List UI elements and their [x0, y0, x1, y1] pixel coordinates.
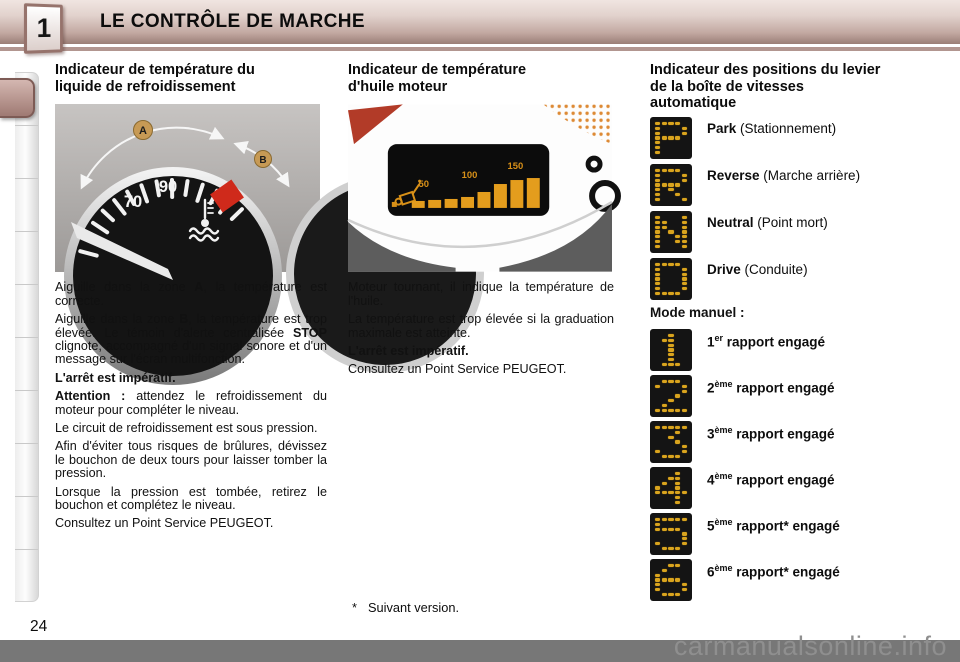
gear-text: rapport engagé [733, 473, 835, 488]
oil-section-title: Indicateur de température d'huile moteur [348, 62, 558, 95]
gear-display-icon [650, 375, 692, 417]
paragraph: Aiguille dans la zone B, la température est trop élevée. Le témoin d'alerte centralisée STOP clignote, accompagné d'un signal sonore et d'un message sur l'écran multifonction. [55, 313, 327, 367]
coolant-gauge-illustration [55, 104, 320, 272]
paragraph: Afin d'éviter tous risques de brûlures, dévissez le bouchon de deux tours pour laisser tomber la pression. [55, 440, 327, 480]
gear-number: 6 [707, 565, 715, 580]
gear-position-label [707, 168, 860, 183]
paragraph: Moteur tournant, il indique la température de l'huile. [348, 281, 614, 308]
gearbox-section [650, 62, 952, 605]
gear-number: 2 [707, 381, 715, 396]
manual-gear-label [707, 379, 835, 396]
manual-gear-label [707, 517, 840, 534]
gear-text: rapport* engagé [733, 519, 840, 534]
paragraph: Lorsque la pression est tombée, retirez le bouchon et complétez le niveau. [55, 486, 327, 513]
chapter-badge [24, 3, 63, 54]
gear-ordinal: ème [715, 517, 733, 527]
coolant-section [55, 62, 327, 536]
gear-position-label [707, 262, 808, 277]
manual-gear-label [707, 471, 835, 488]
footnote-text: Suivant version. [368, 600, 459, 615]
gear-display-icon [650, 559, 692, 601]
gear-position-desc: (Point mort) [754, 215, 828, 230]
paragraph: L'arrêt est impératif. [348, 345, 614, 358]
gear-position-row [650, 211, 952, 253]
gearbox-section-title: Indicateur des positions du levier de la boîte de vitesses automatique [650, 62, 887, 112]
manual-gear-row [650, 375, 952, 417]
footnote [352, 600, 459, 615]
gear-position-row [650, 258, 952, 300]
gear-position-label [707, 215, 828, 230]
gear-positions-list [650, 117, 952, 300]
chapter-tab-strip [15, 72, 39, 602]
gear-number: 1 [707, 335, 715, 350]
paragraph: Attention : attendez le refroidissement du moteur pour compléter le niveau. [55, 390, 327, 417]
gear-display-icon [650, 467, 692, 509]
gear-display-icon [650, 421, 692, 463]
gear-ordinal: ème [715, 379, 733, 389]
oil-section [348, 62, 614, 382]
manual-gear-row [650, 559, 952, 601]
gear-text: rapport* engagé [733, 565, 840, 580]
oil-tick-150: 150 [507, 161, 523, 172]
gear-display-icon [650, 258, 692, 300]
manual-gears-list [650, 329, 952, 601]
oil-paragraphs [348, 281, 614, 376]
gear-ordinal: ème [715, 563, 733, 573]
paragraph: Consultez un Point Service PEUGEOT. [55, 517, 327, 530]
header-rule [0, 45, 960, 54]
manual-gear-label [707, 563, 840, 580]
oil-gauge-illustration [348, 104, 612, 272]
gear-ordinal: ème [715, 471, 733, 481]
gear-number: 5 [707, 519, 715, 534]
zone-a-label: A [139, 125, 147, 137]
manual-gear-row [650, 513, 952, 555]
paragraph: Le circuit de refroidissement est sous pression. [55, 422, 327, 435]
zone-b-label: B [259, 155, 266, 166]
gear-number: 3 [707, 427, 715, 442]
coolant-section-title: Indicateur de température du liquide de refroidissement [55, 62, 287, 95]
gear-ordinal: er [715, 333, 724, 343]
chapter-number: 1 [37, 13, 52, 44]
coolant-paragraphs [55, 281, 327, 531]
active-chapter-tab [0, 78, 35, 118]
paragraph: Consultez un Point Service PEUGEOT. [348, 363, 614, 376]
gear-position-row [650, 164, 952, 206]
manual-gear-row [650, 421, 952, 463]
gauge-tick-70: 70 [124, 193, 142, 211]
watermark: carmanualsonline.info [674, 631, 947, 662]
page-number: 24 [30, 618, 47, 636]
footnote-marker: * [352, 600, 357, 615]
manual-gear-label [707, 333, 825, 350]
gear-display-icon [650, 329, 692, 371]
paragraph: Aiguille dans la zone A, la température est correcte. [55, 281, 327, 308]
manual-gear-label [707, 425, 835, 442]
gear-number: 4 [707, 473, 715, 488]
gear-text: rapport engagé [733, 427, 835, 442]
oil-tick-50: 50 [418, 179, 429, 190]
gear-position-name: Drive [707, 262, 741, 277]
gear-position-name: Neutral [707, 215, 754, 230]
gear-position-name: Reverse [707, 168, 760, 183]
gear-position-desc: (Conduite) [741, 262, 808, 277]
gear-display-icon [650, 117, 692, 159]
display-base-dot [392, 202, 397, 207]
gear-position-name: Park [707, 121, 736, 136]
gear-display-icon [650, 211, 692, 253]
gear-position-label [707, 121, 836, 136]
oil-tick-100: 100 [462, 170, 478, 181]
gear-position-desc: (Stationnement) [736, 121, 836, 136]
page-title: LE CONTRÔLE DE MARCHE [100, 11, 365, 33]
gear-text: rapport engagé [723, 335, 825, 350]
gear-position-row [650, 117, 952, 159]
gear-display-icon [650, 164, 692, 206]
gear-text: rapport engagé [733, 381, 835, 396]
gear-ordinal: ème [715, 425, 733, 435]
gauge-tick-90: 90 [159, 178, 177, 196]
manual-gear-row [650, 467, 952, 509]
paragraph: L'arrêt est impératif. [55, 372, 327, 385]
paragraph: La température est trop élevée si la graduation maximale est atteinte. [348, 313, 614, 340]
manual-mode-heading: Mode manuel : [650, 305, 952, 320]
manual-gear-row [650, 329, 952, 371]
gear-display-icon [650, 513, 692, 555]
gear-position-desc: (Marche arrière) [760, 168, 861, 183]
